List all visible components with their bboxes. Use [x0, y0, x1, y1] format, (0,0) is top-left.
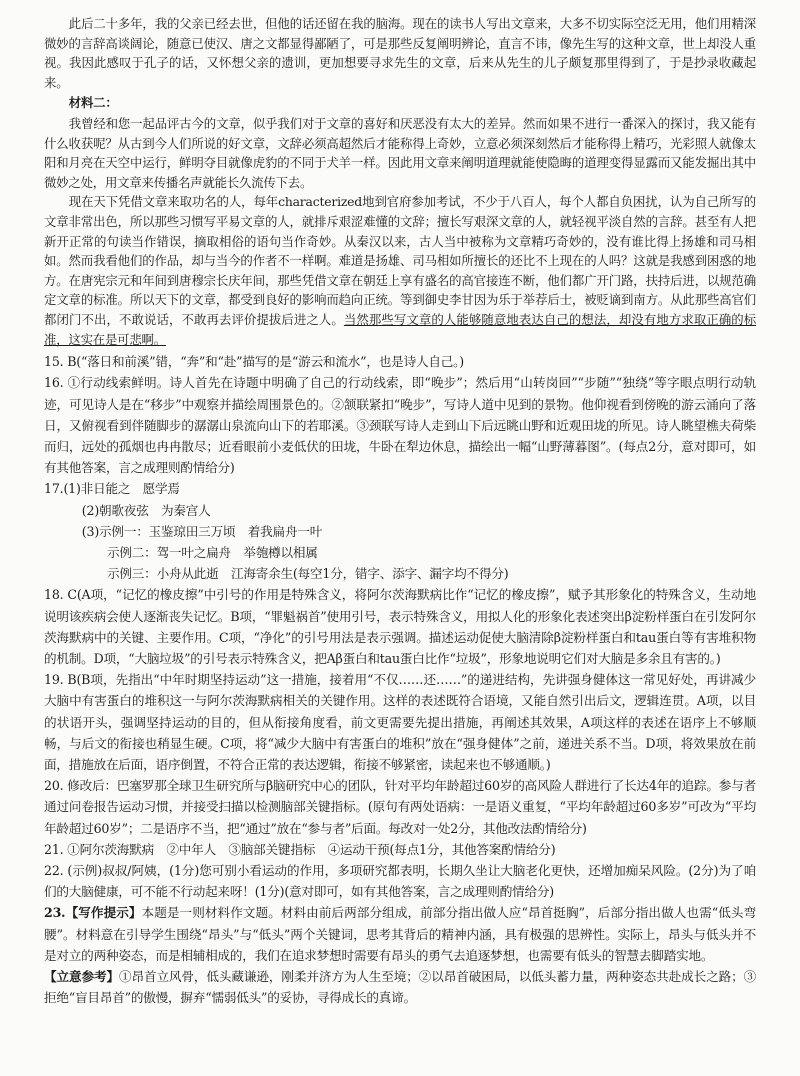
answer-17-line-2: (2)朝歌夜弦 为秦宫人: [81, 502, 211, 518]
writing-tip-heading: 23.【写作提示】: [44, 905, 142, 921]
answer-17-line-1: (1)非日能之 愿学焉: [63, 481, 180, 497]
idea-heading: 【立意参考】: [44, 968, 119, 984]
material-paragraph-2: [44, 192, 756, 349]
answer-23: [44, 902, 756, 966]
answer-15: 15. B(“落日和前溪”错，“奔”和“赴”描写的是“游云和流水”，也是诗人自己。): [44, 354, 464, 370]
answer-key: [44, 351, 756, 1008]
answer-22: 22. (示例)叔叔/阿姨，(1分)您可别小看运动的作用，多项研究都表明，长期久坐让大脑老化更快，还增加痴呆风险。(2分)为了咱们的大脑健康，可不能不行动起来呀！(1分)(意对即可，如有其他答案，言之成理则酌情给分): [44, 862, 756, 900]
answer-16: 16. ①行动线索鲜明。诗人首先在诗题中明确了自己的行动线索，即“晚步”；然后用“山转岗回”“步随”“独绕”等字眼点明行动轨迹，可见诗人是在“移步”中观察并描绘周围景色的。②颔联紧扣“晚步”，写诗人道中见到的景物。他仰视看到傍晚的游云涌向了落日，又俯视看到伴随脚步的潺潺山泉流向山下的若耶溪。③颈联写诗人走到山下后远眺山野和近观田垅的所见。诗人眺望樵夫荷柴而归，远处的孤烟也冉冉散尽；近看眼前小麦低伏的田垅，牛卧在犁边休息，描绘出一幅“山野薄暮图”。(每点2分，意对即可，如有其他答案，言之成理则酌情给分): [44, 375, 756, 476]
answer-21: 21. ①阿尔茨海默病 ②中年人 ③脑部关键指标 ④运动干预(每点1分，其他答案酌情给分): [44, 841, 556, 857]
answer-23-idea: [44, 966, 756, 1008]
answer-17-line-5: 示例三：小舟从此逝 江海寄余生(每空1分，错字、添字、漏字均不得分): [107, 566, 509, 582]
answer-17-line-4: 示例二：驾一叶之扁舟 举匏樽以相属: [107, 544, 318, 560]
underlined-sentence: 当然那些写文章的人能够随意地表达自己的想法，却没有地方求取正确的标准，这实在是可悲啊。: [44, 311, 756, 347]
material-section: [44, 14, 756, 349]
answer-18: 18. C(A项，“记忆的橡皮擦”中引号的作用是特殊含义，将阿尔茨海默病比作“记忆的橡皮擦”，赋予其形象化的特殊含义，生动地说明该疾病会使人逐渐丧失记忆。B项，“罪魁祸首”使用引号，表示特殊含义，用拟人化的形象化表述突出β淀粉样蛋白在引发阿尔茨海默病中的关键、主要作用。C项，“净化”的引号用法是表示强调。描述运动促使大脑清除β淀粉样蛋白和tau蛋白等有害堆积物的机制。D项，“大脑垃圾”的引号表示特殊含义，把Aβ蛋白和tau蛋白比作“垃圾”，形象地说明它们对大脑是多余且有害的。): [44, 587, 756, 666]
paragraph-2-text: 现在天下凭借文章来取功名的人，每年characterized地到官府参加考试，不少于八百人，每个人都自负困扰，认为自己所写的文章非常出色，所以那些习惯写平易文章的人，就排斥艰涩难懂的文辞；擅长写艰深文章的人，就轻视平淡自然的言辞。甚至有人把新开正常的句读当作错误，摘取相俗的语句当作奇妙。从秦汉以来，古人当中被称为文章精巧奇妙的，没有谁比得上扬雄和司马相如。然而我看他们的作品，却与当今的作者不一样啊。难道是扬雄、司马相如所擅长的还比不上现在的人吗？这就是我感到困惑的地方。在唐宪宗元和年间到唐穆宗长庆年间，那些凭借文章在朝廷上享有盛名的高官接连不断，他们都广开门路，扶持后进，以规范确定文章的标准。所以天下的文章，都受到良好的影响而趋向正统。等到御史李甘因为乐于举荐后士，被贬谪到南方。从此那些高官们都闭门不出，不敢说话，不敢再去评价提拔后进之人。: [44, 194, 756, 327]
idea-text: ①昂首立风骨，低头藏谦逊，刚柔并济方为人生至境；②以昂首破困局，以低头蓄力量，两种姿态共赴成长之路；③拒绝“盲目昂首”的傲慢，摒弃“懦弱低头”的妥协，寻得成长的真谛。: [44, 968, 756, 1006]
writing-tip-text: 本题是一则材料作文题。材料由前后两部分组成，前部分指出做人应“昂首挺胸”，后部分指出做人也需“低头弯腰”。材料意在引导学生围绕“昂头”与“低头”两个关键词，思考其背后的精神内涵，具有极强的思辨性。实际上，昂头与低头并不是对立的两种姿态，而是相辅相成的，我们在追求梦想时需要有昂头的勇气去追逐梦想，也需要有低头的智慧去脚踏实地。: [44, 905, 756, 963]
answer-17-line-3: (3)示例一：玉鉴琼田三万顷 着我扁舟一叶: [81, 523, 323, 539]
material-paragraph-1: 我曾经和您一起品评古今的文章，似乎我们对于文章的喜好和厌恶没有太大的差异。然而如果不进行一番深入的探讨，我又能有什么收获呢？从古到今人们所说的好文章，文辞必须高超然后才能称得上奇妙，立意必须深刻然后才能称得上精巧，光彩照人就像太阳和月亮在天空中运行，鲜明夺目就像虎豹的不同于犬羊一样。因此用文章来阐明道理就能使隐晦的道理变得显露而又能发掘出其中微妙之处，用文章来传播名声就能长久流传下去。: [44, 115, 756, 190]
material-intro: 此后二十多年，我的父亲已经去世，但他的话还留在我的脑海。现在的读书人写出文章来，大多不切实际空泛无用，他们用精深微妙的言辞高谈阔论，随意已使汉、唐之文都显得鄙陋了，可是那些反复阐明辨论，直言不讳，像先生写的这种文章，世上却没人重视。我因此感叹于孔子的话，又怀想父亲的遗训，更加想要寻求先生的文章，后来从先生的儿子颇复那里得到了，于是抄录收藏起来。: [44, 16, 756, 90]
answer-17: [44, 478, 756, 499]
material-two-heading: 材料二：: [68, 95, 118, 111]
answer-19: 19. B(B项，先指出“中年时期坚持运动”这一措施，接着用“不仅……还……”的递进结构，先讲强身健体这一常见好处，再讲减少大脑中有害蛋白的堆积这一与阿尔茨海默病相关的关键作用。这样的表述既符合语境，又能自然引出后文，逻辑连贯。A项，以目的状语开头，强调坚持运动的目的，但从衔接角度看，前文更需要先提出措施，再阐述其效果，A项这样的表述在语序上不够顺畅，与后文的衔接也稍显生硬。C项，将“减少大脑中有害蛋白的堆积”放在“强身健体”之前，递进关系不当。D项，将效果放在前面，措施放在后面，语序倒置，不符合正常的表达逻辑，衔接不够紧密，读起来也不够通顺。): [44, 672, 756, 772]
answer-20: 20. 修改后：巴塞罗那全球卫生研究所与β脑研究中心的团队，针对平均年龄超过60岁的高风险人群进行了长达4年的追踪。参与者通过问卷报告运动习惯，并接受扫描以检测脑部关键指标。(原句有两处语病：一是语义重复，“平均年龄超过60多岁”可改为“平均年龄超过60岁”；二是语序不当，把“通过”放在“参与者”后面。每改对一处2分，其他改法酌情给分): [44, 778, 756, 836]
answer-17-label: 17.: [44, 481, 64, 497]
